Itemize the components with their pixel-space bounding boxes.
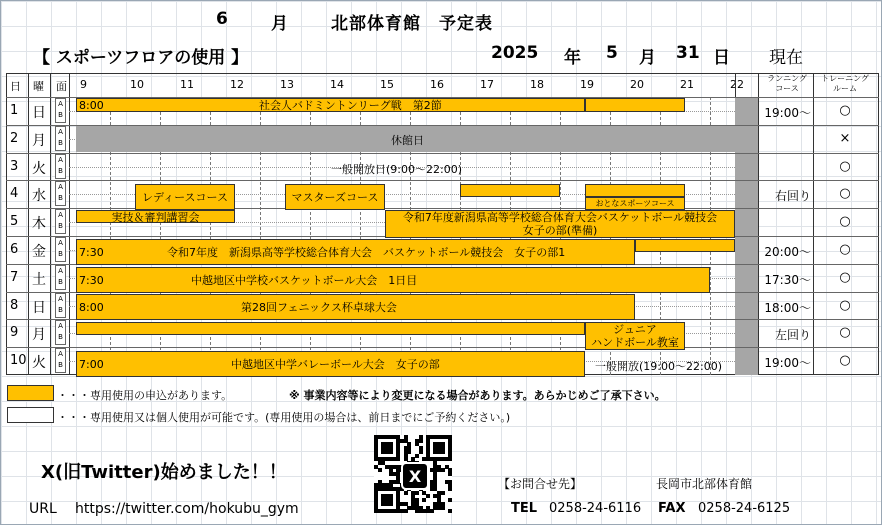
event-bar-masters: [285, 184, 385, 210]
event-label: 令和7年度 新潟県高等学校総合体育大会 バスケットボール競技会 女子の部1: [167, 246, 566, 259]
row-running: 20:00～: [764, 245, 811, 259]
col-hour: 9: [80, 78, 87, 91]
court-a: A: [58, 100, 63, 108]
tel-number: 0258-24-6116: [549, 501, 642, 516]
row-day: 5: [10, 214, 19, 230]
col-divider: [28, 73, 29, 375]
col-divider: [69, 73, 70, 375]
open-evening-label: 一般開放(19:00～22:00): [595, 360, 722, 373]
month-label: 月: [271, 14, 288, 34]
court-ab: [55, 265, 66, 290]
event-label: 実技＆審判講習会: [111, 210, 200, 224]
court-b: B: [58, 111, 63, 119]
row-weekday: 月: [32, 327, 46, 344]
court-ab: [55, 209, 66, 234]
row-day: 4: [10, 186, 19, 202]
url-label: URL: [29, 501, 57, 517]
col-weekday: 曜: [33, 80, 44, 93]
event-label: 第28回フェニックス杯卓球大会: [241, 301, 397, 314]
event-bar-day10: [76, 351, 585, 377]
court-a: A: [58, 294, 63, 303]
event-label-sub: 女子の部(準備): [522, 224, 598, 237]
row-training: ○: [839, 214, 851, 230]
court-b: B: [58, 361, 63, 370]
col-hour: 14: [330, 78, 344, 91]
row-day: 7: [10, 269, 19, 285]
event-label-sub: ハンドボール教室: [591, 336, 679, 349]
event-bar-day5-basketball: [385, 210, 735, 238]
status-label: 現在: [769, 48, 803, 68]
event-bar-day4-adult: [585, 197, 685, 210]
event-bar-day4-adult-a: [585, 184, 685, 197]
row-training: ○: [839, 325, 851, 341]
col-hour: 13: [280, 78, 294, 91]
court-b: B: [58, 277, 63, 286]
court-ab: [55, 237, 66, 262]
as-of-day: 31: [676, 43, 700, 63]
row-day: 9: [10, 325, 19, 341]
court-a: A: [58, 127, 63, 136]
event-bar-day9a: [76, 322, 585, 335]
event-label: マスターズコース: [291, 191, 379, 204]
row-training: ○: [839, 353, 851, 369]
row-weekday: 火: [32, 160, 46, 177]
facility-name: 長岡市北部体育館: [656, 477, 753, 491]
row-weekday: 金: [32, 244, 46, 260]
row-weekday: 月: [32, 132, 46, 149]
event-label: ジュニア: [613, 323, 657, 336]
event-time: 7:30: [79, 273, 104, 287]
event-bar-day4-evening: [460, 184, 560, 197]
court-b: B: [58, 166, 63, 175]
col-running: ランニング コース: [767, 74, 807, 93]
section-title: 【 スポーツフロアの使用 】: [33, 48, 249, 68]
contact-label: 【お問合せ先】: [498, 477, 583, 491]
court-b: B: [58, 333, 63, 342]
row-running: 左回り: [774, 328, 811, 343]
row-day: 10: [10, 353, 27, 369]
as-of-day-label: 日: [713, 48, 730, 68]
event-bar-handball: [585, 322, 685, 350]
col-court: 面: [56, 80, 67, 93]
row-divider: [6, 347, 879, 348]
row-divider: [6, 180, 879, 181]
event-label: おとなスポーツコース: [595, 199, 675, 208]
court-a: A: [58, 183, 63, 192]
month-number: 6: [216, 9, 228, 29]
event-label: 中越地区中学校バスケットボール大会 1日目: [191, 274, 418, 287]
as-of-month-label: 月: [639, 48, 656, 68]
row-running: 19:00～: [764, 106, 811, 120]
court-a: A: [58, 322, 63, 331]
court-ab: [55, 348, 66, 373]
fax-label: FAX: [658, 501, 686, 516]
event-bar-day7: [76, 267, 710, 293]
col-hour: 11: [180, 78, 194, 91]
event-bar-day1: [76, 98, 585, 112]
col-hour: 21: [680, 78, 694, 91]
court-ab: [55, 320, 66, 345]
as-of-month: 5: [606, 43, 618, 63]
col-divider: [758, 73, 759, 375]
col-hour: 22: [730, 78, 744, 91]
row-training: ○: [839, 158, 851, 174]
row-weekday: 日: [32, 105, 46, 121]
event-label: 社会人バドミントンリーグ戦 第2節: [259, 99, 442, 112]
court-a: A: [58, 350, 63, 359]
row-weekday: 水: [32, 188, 46, 205]
row-training: ○: [839, 297, 851, 313]
court-ab: [55, 126, 66, 151]
row-day: 1: [10, 103, 19, 118]
tel-label: TEL: [511, 501, 538, 516]
court-b: B: [58, 222, 63, 231]
col-divider: [813, 73, 814, 375]
court-a: A: [58, 239, 63, 247]
row-day: 2: [10, 130, 19, 146]
row-running: 18:00～: [764, 300, 811, 315]
court-a: A: [58, 211, 63, 220]
event-bar-day6: [76, 239, 635, 265]
event-bar-referee: [76, 210, 235, 223]
row-divider: [6, 153, 879, 154]
event-time: 7:30: [79, 245, 104, 259]
closed-label: 休館日: [391, 134, 424, 147]
open-day-label: 一般開放日(9:00～22:00): [331, 163, 462, 176]
event-bar-day8: [76, 294, 635, 320]
row-running: 右回り: [774, 189, 811, 204]
legend-open: ・・・専用使用又は個人使用が可能です。(専用使用の場合は、前日までにご予約ください。): [57, 411, 511, 424]
row-day: 8: [10, 297, 19, 313]
row-training: ○: [839, 269, 851, 285]
row-day: 6: [10, 242, 19, 257]
event-time: 8:00: [79, 300, 104, 314]
x-logo-icon: X: [401, 462, 429, 490]
col-day: 日: [10, 80, 21, 93]
year-label: 年: [564, 48, 581, 68]
row-weekday: 木: [32, 216, 46, 233]
event-bar-ladies: [135, 184, 235, 210]
court-b: B: [58, 138, 63, 147]
row-weekday: 火: [32, 355, 46, 372]
legend-swatch-open: [7, 407, 54, 423]
row-weekday: 土: [32, 271, 46, 288]
event-label: 中越地区中学バレーボール大会 女子の部: [231, 358, 440, 371]
col-hour: 10: [130, 78, 144, 91]
row-training: ○: [839, 242, 851, 257]
row-weekday: 日: [32, 299, 46, 316]
page-title: 北部体育館 予定表: [331, 14, 493, 34]
legend-note: ※ 事業内容等により変更になる場合があります。あらかじめご了承下さい。: [289, 389, 666, 402]
row-training: ×: [839, 130, 851, 146]
legend-swatch-exclusive: [7, 385, 54, 401]
col-hour: 15: [380, 78, 394, 91]
col-hour: 16: [430, 78, 444, 91]
col-hour: 19: [580, 78, 594, 91]
row-running: 17:30～: [764, 272, 811, 287]
court-b: B: [58, 194, 63, 203]
court-b: B: [58, 250, 63, 258]
court-ab: [55, 154, 66, 179]
court-a: A: [58, 155, 63, 164]
event-time: 7:00: [79, 357, 104, 371]
col-hour: 18: [530, 78, 544, 91]
event-bar-day1b: [585, 98, 685, 112]
row-training: ○: [839, 103, 851, 118]
event-bar-day6b: [635, 239, 735, 252]
court-ab: [55, 181, 66, 206]
row-training: ○: [839, 186, 851, 202]
twitter-url[interactable]: https://twitter.com/hokubu_gym: [75, 501, 299, 517]
court-a: A: [58, 266, 63, 275]
col-hour: 12: [230, 78, 244, 91]
col-hour: 17: [480, 78, 494, 91]
col-divider: [50, 73, 51, 375]
row-day: 3: [10, 158, 19, 174]
legend-exclusive: ・・・専用使用の申込があります。: [57, 389, 233, 402]
court-b: B: [58, 305, 63, 314]
fax-number: 0258-24-6125: [698, 501, 791, 516]
twitter-announcement: X(旧Twitter)始めました！！: [41, 462, 287, 483]
year: 2025: [491, 43, 539, 63]
event-time: 8:00: [79, 98, 104, 112]
event-label: 令和7年度新潟県高等学校総合体育大会バスケットボール競技会: [402, 211, 718, 224]
row-running: 19:00～: [764, 356, 811, 371]
col-hour: 20: [630, 78, 644, 91]
col-training: トレーニング ルーム: [821, 74, 869, 93]
court-ab: [55, 98, 66, 123]
court-ab: [55, 293, 66, 318]
event-label: レディースコース: [141, 191, 229, 204]
